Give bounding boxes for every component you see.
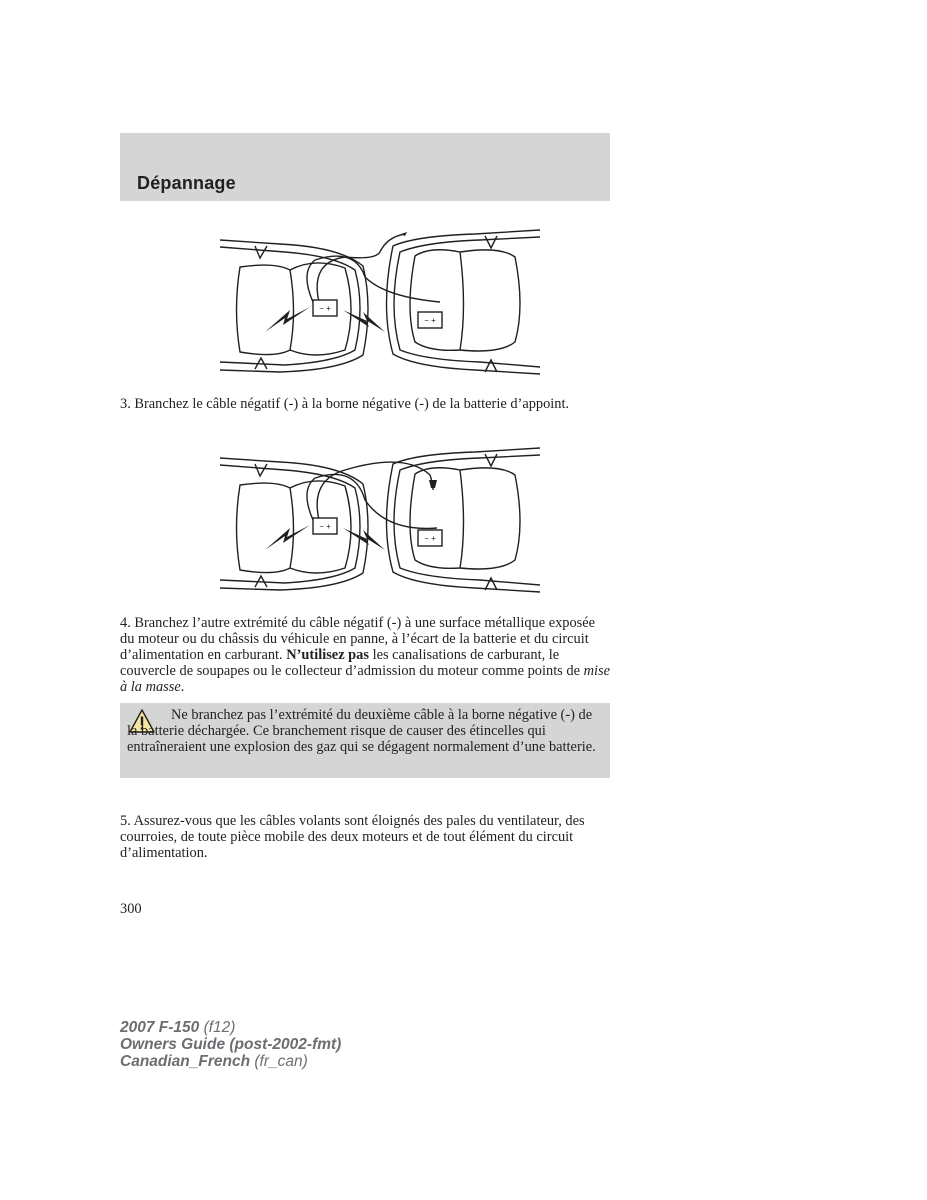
document-footer: 2007 F-150 (f12) Owners Guide (post-2002-fmt) Canadian_French (fr_can) [120, 1019, 342, 1070]
ground-clamp-icon [429, 480, 437, 488]
battery-label: − + [319, 522, 331, 531]
battery-label: − + [424, 316, 436, 325]
battery-icon [418, 312, 442, 328]
warning-text: Ne branchez pas l’extrémité du deuxième câble à la borne négative (-) de la batterie déchargée. Ce branchement risque de causer des étincelles qui entraîneraient une explosion des gaz qui se dégagent normalement d’une batterie. [127, 707, 596, 755]
battery-label: − + [424, 534, 436, 543]
page-number: 300 [120, 901, 142, 917]
left-car-outline [220, 458, 368, 590]
right-car-outline [387, 230, 541, 374]
battery-label: − + [319, 304, 331, 313]
step-5-text: 5. Assurez-vous que les câbles volants sont éloignés des pales du ventilateur, des courroies, de toute pièce mobile des deux moteurs et de tout élément du circuit d’alimentation. [120, 813, 585, 861]
jumper-diagram-step4 [215, 440, 545, 602]
battery-icon [418, 530, 442, 546]
warning-box [120, 703, 610, 778]
step-3-text: 3. Branchez le câble négatif (-) à la borne négative (-) de la batterie d’appoint. [120, 396, 570, 412]
spark-icon [265, 525, 310, 550]
battery-icon [313, 300, 337, 316]
jumper-diagram-step3 [215, 222, 545, 384]
step-4-text: 4. Branchez l’autre extrémité du câble négatif (-) à une surface métallique exposée du moteur ou du châssis du véhicule en panne, à l’écart de la batterie et du circuit d’alimentation en carburant. N’utilisez pas les canalisations de carburant, le couvercle de soupapes ou le collecteur d’admission du moteur comme points de mise à la masse. [120, 615, 610, 695]
left-car-outline [220, 240, 368, 372]
section-title: Dépannage [137, 173, 236, 193]
right-car-outline [387, 448, 541, 592]
battery-icon [313, 518, 337, 534]
spark-icon [265, 307, 310, 332]
